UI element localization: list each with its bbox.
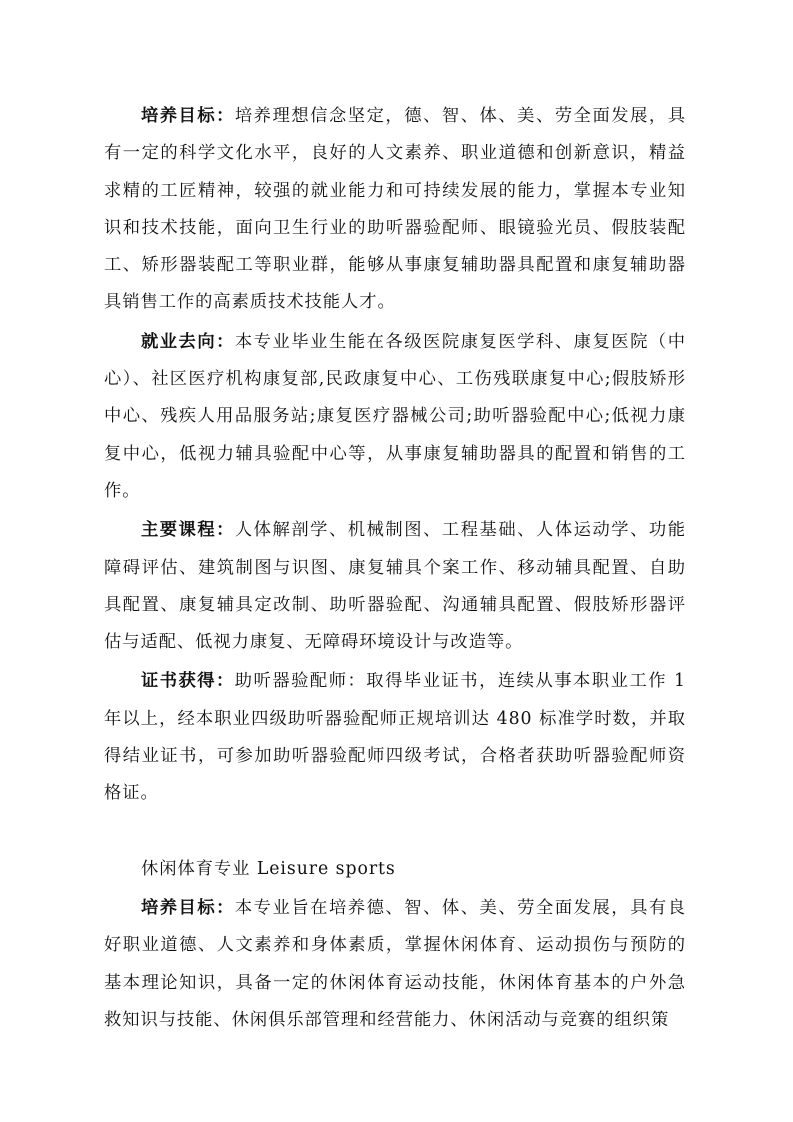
paragraph-label: 培养目标： — [141, 897, 235, 918]
paragraph-label: 培养目标： — [141, 106, 235, 126]
paragraph-text: 本专业旨在培养德、智、体、美、劳全面发展，具有良好职业道德、人文素养和身体素质，掌握休闲体育、运动损伤与预防的基本理论知识，具备一定的休闲体育运动技能，休闲体育基本的户外急救知识与技能、休闲俱乐部管理和经营能力、休闲活动与竞赛的组织策 — [104, 897, 686, 1030]
paragraph-training-goal — [104, 98, 686, 322]
paragraph-text: 助听器验配师：取得毕业证书，连续从事本职业工作 1 年以上，经本职业四级助听器验配师正规培训达 480 标准学时数，并取得结业证书，可参加助听器验配师四级考试，合格者获助听器验配师资格证。 — [104, 671, 686, 804]
paragraph-text: 培养理想信念坚定，德、智、体、美、劳全面发展，具有一定的科学文化水平，良好的人文素养、职业道德和创新意识，精益求精的工匠精神，较强的就业能力和可持续发展的能力，掌握本专业知识和技术技能，面向卫生行业的助听器验配师、眼镜验光员、假肢装配工、矫形器装配工等职业群，能够从事康复辅助器具配置和康复辅助器具销售工作的高素质技术技能人才。 — [104, 106, 686, 313]
paragraph-main-courses — [104, 512, 686, 661]
paragraph-label: 就业去向： — [141, 331, 235, 352]
paragraph-employment — [104, 324, 686, 510]
paragraph-label: 证书获得： — [141, 671, 235, 692]
paragraph-text: 人体解剖学、机械制图、工程基础、人体运动学、功能障碍评估、建筑制图与识图、康复辅具个案工作、移动辅具配置、自助具配置、康复辅具定改制、助听器验配、沟通辅具配置、假肢矫形器评估与适配、低视力康复、无障碍环境设计与改造等。 — [104, 520, 686, 653]
section-title: 休闲体育专业 Leisure sports — [141, 858, 396, 879]
paragraph-text: 本专业毕业生能在各级医院康复医学科、康复医院（中心）、社区医疗机构康复部,民政康复中心、工伤残联康复中心;假肢矫形中心、残疾人用品服务站;康复医疗器械公司;助听器验配中心;低视力康复中心，低视力辅具验配中心等，从事康复辅助器具的配置和销售的工作。 — [104, 331, 686, 501]
document-body — [104, 98, 686, 1041]
paragraph-training-goal — [104, 890, 686, 1039]
paragraph-certificate — [104, 663, 686, 812]
paragraph-label: 主要课程： — [141, 520, 235, 541]
